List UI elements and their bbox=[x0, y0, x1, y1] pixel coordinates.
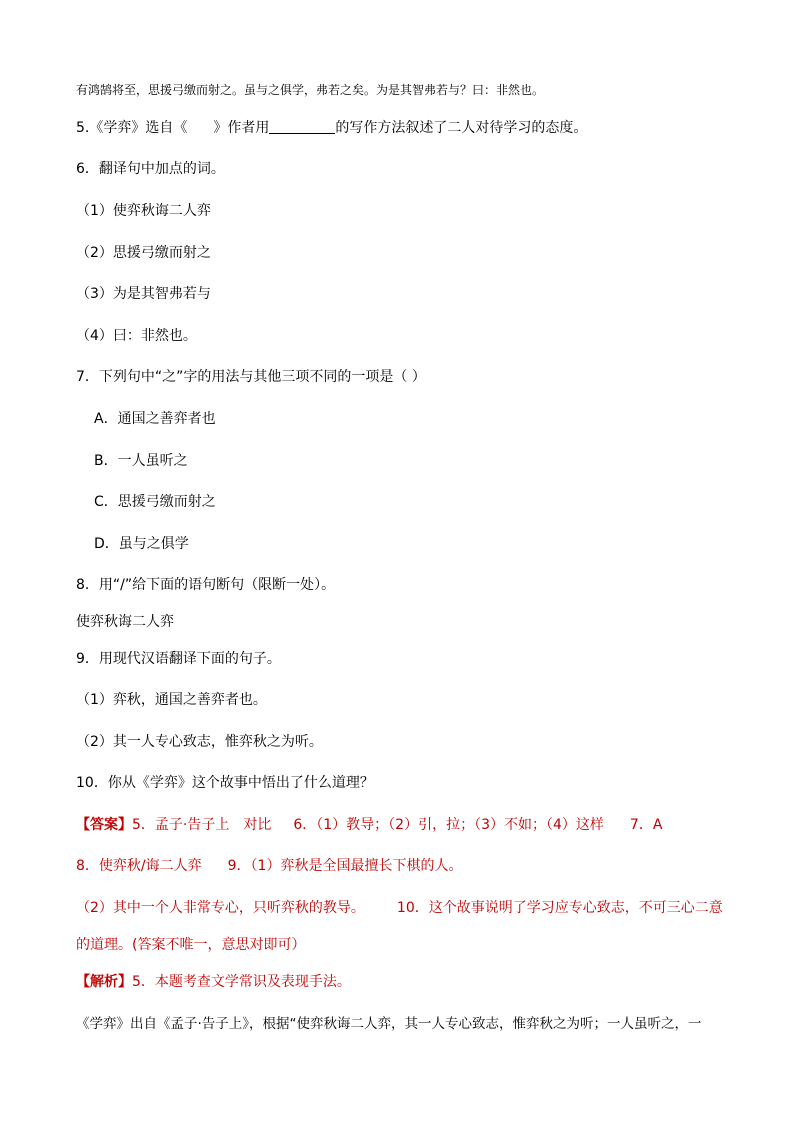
question-7-option: C．思援弓缴而射之 bbox=[94, 494, 216, 510]
answer-label: 【答案】 bbox=[76, 817, 132, 833]
analysis-text: 《学弈》出自《孟子·告子上》，根据“使弈秋诲二人弈，其一人专心致志，惟弈秋之为听；一人虽听之，一 bbox=[76, 1016, 702, 1032]
question-7-stem: 7．下列句中“之”字的用法与其他三项不同的一项是（ ） bbox=[76, 369, 426, 385]
passage-tail: 有鸿鹄将至，思援弓缴而射之。虽与之俱学，弗若之矣。为是其智弗若与？曰：非然也。 bbox=[76, 83, 545, 97]
answer-line: 的道理。(答案不唯一，意思对即可） bbox=[76, 937, 306, 953]
answer-line: （2）其中一个人非常专心，只听弈秋的教导。 10．这个故事说明了学习应专心致志，不可三心二意 bbox=[76, 900, 723, 916]
answer-line: 8．使弈秋/诲二人弈 9．（1）弈秋是全国最擅长下棋的人。 bbox=[76, 858, 463, 874]
question-9-item: （1）弈秋，通国之善弈者也。 bbox=[76, 692, 267, 708]
question-10-stem: 10．你从《学弈》这个故事中悟出了什么道理？ bbox=[76, 775, 374, 791]
question-8-stem: 8．用“/”给下面的语句断句（限断一处）。 bbox=[76, 577, 336, 593]
question-7-option: B．一人虽听之 bbox=[94, 453, 188, 469]
question-6-stem: 6．翻译句中加点的词。 bbox=[76, 161, 225, 177]
question-6-item: （1）使弈秋诲二人弈 bbox=[76, 203, 211, 219]
question-7-option: D．虽与之俱学 bbox=[94, 536, 189, 552]
question-6-item: （3）为是其智弗若与 bbox=[76, 286, 211, 302]
question-7-option: A．通国之善弈者也 bbox=[94, 411, 216, 427]
question-5: 5.《学弈》选自《 》作者用 的写作方法叙述了二人对待学习的态度。 bbox=[76, 120, 588, 136]
answer-line: 【答案】5．孟子·告子上 对比 6．（1）教导；（2）引，拉；（3）不如；（4）这样 7．A bbox=[76, 817, 663, 833]
question-8-sentence: 使弈秋诲二人弈 bbox=[76, 614, 174, 630]
analysis-line: 【解析】5．本题考查文学常识及表现手法。 bbox=[76, 974, 351, 990]
question-9-stem: 9．用现代汉语翻译下面的句子。 bbox=[76, 651, 281, 667]
question-9-item: （2）其一人专心致志，惟弈秋之为听。 bbox=[76, 734, 323, 750]
question-6-item: （2）思援弓缴而射之 bbox=[76, 245, 211, 261]
analysis-label: 【解析】 bbox=[76, 974, 132, 990]
question-6-item: （4）曰：非然也。 bbox=[76, 328, 197, 344]
answer-blank[interactable] bbox=[269, 119, 335, 134]
